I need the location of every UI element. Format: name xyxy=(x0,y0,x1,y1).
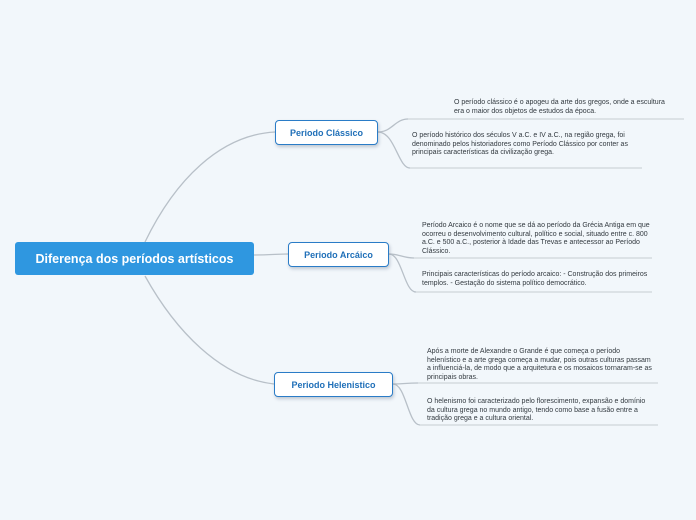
topic-label: Periodo Clássico xyxy=(289,127,364,138)
note-helenistico-1: Após a morte de Alexandre o Grande é que começa o período helenístico e a arte grega começa a mudar, pois outras culturas passam a influenciá-la, de modo que a arquitetura e os mosaicos tornaram-se as principais obras. xyxy=(427,348,652,381)
connector-arcaico-note-2 xyxy=(389,254,416,292)
connector-classico-note-2 xyxy=(378,132,410,168)
connector-classico xyxy=(145,132,275,242)
connector-arcaico xyxy=(254,254,288,255)
topic-label: Periodo Helenistico xyxy=(291,379,376,390)
connector-helenistico-note-2 xyxy=(393,384,420,425)
connector-helenistico-note-1 xyxy=(393,383,418,384)
topic-periodo-classico[interactable] xyxy=(275,120,378,145)
topic-label: Periodo Arcáico xyxy=(304,249,373,260)
note-helenistico-2: O helenismo foi caracterizado pelo florescimento, expansão e domínio da cultura grega no mundo antigo, tendo como base a fusão entre a tradição grega e a cultura oriental. xyxy=(427,398,646,423)
connector-helenistico xyxy=(145,276,274,384)
note-arcaico-1: Período Arcaico é o nome que se dá ao período da Grécia Antiga em que ocorreu o desenvolvimento cultural, político e social, situado entre c. 800 a.C. e 500 a.C., posterior à Idade das Trevas e antecessor ao Período Clássico. xyxy=(422,222,650,255)
central-topic[interactable] xyxy=(15,242,254,275)
connector-classico-note-1 xyxy=(378,119,408,132)
central-topic-label: Diferença dos períodos artísticos xyxy=(35,251,234,266)
topic-periodo-arcaico[interactable] xyxy=(288,242,389,267)
note-arcaico-2: Principais características do período arcaico: - Construção dos primeiros templos. - Gestação do sistema político democrático. xyxy=(422,271,648,287)
note-classico-2: O período histórico dos séculos V a.C. e IV a.C., na região grega, foi denominado pelos historiadores como Período Clássico por conter as principais características da civilização grega. xyxy=(412,132,628,157)
note-classico-1: O período clássico é o apogeu da arte dos gregos, onde a escultura era o maior dos objetos de estudos da época. xyxy=(454,99,665,115)
topic-periodo-helenistico[interactable] xyxy=(274,372,393,397)
